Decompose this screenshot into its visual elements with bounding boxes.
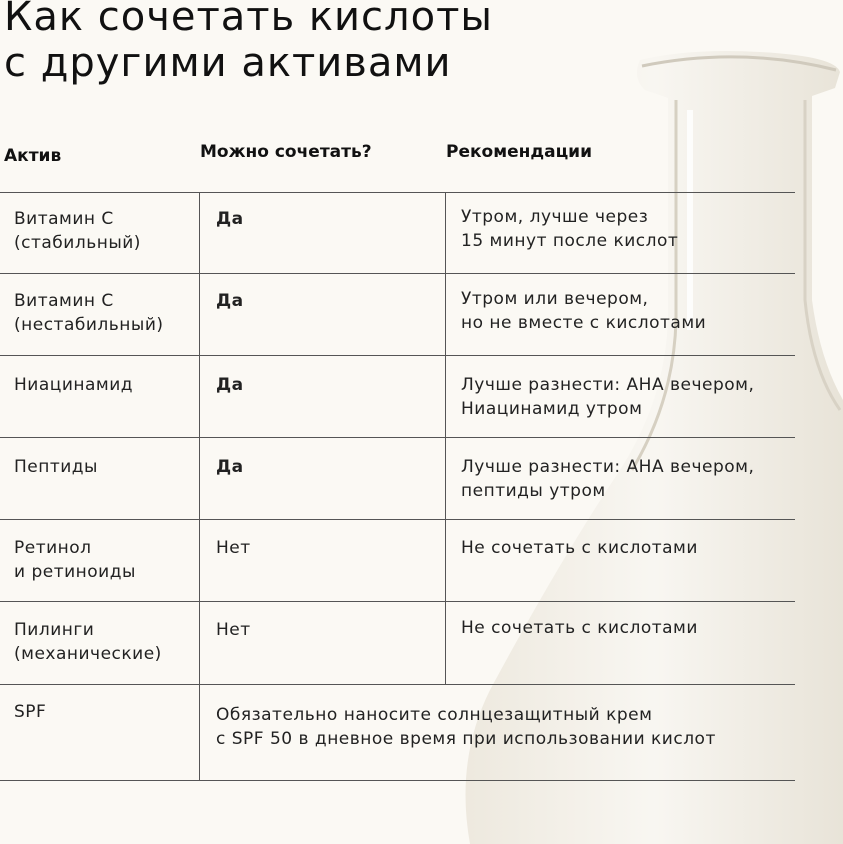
cell-rec-1: Утром, лучше через 15 минут после кислот — [461, 207, 679, 251]
row-divider — [0, 273, 795, 274]
row-divider — [0, 684, 795, 685]
cell-active-7: SPF — [14, 702, 47, 722]
title-line-2: с другими активами — [4, 40, 452, 86]
column-divider — [445, 192, 446, 684]
cell-active-4: Пептиды — [14, 457, 98, 477]
row-divider — [0, 355, 795, 356]
title-line-1: Как сочетать кислоты — [4, 0, 493, 40]
row-divider — [0, 519, 795, 520]
cell-active-1: Витамин С (стабильный) — [14, 209, 141, 253]
cell-active-6: Пилинги (механические) — [14, 620, 162, 664]
cell-active-2: Витамин С (нестабильный) — [14, 291, 164, 335]
cell-active-3: Ниацинамид — [14, 375, 134, 395]
cell-rec-5: Не сочетать с кислотами — [461, 538, 698, 558]
cell-rec-6: Не сочетать с кислотами — [461, 618, 698, 638]
cell-combine-4: Да — [216, 457, 244, 477]
cell-combine-5: Нет — [216, 538, 251, 558]
cell-rec-4: Лучше разнести: АНА вечером, пептиды утром — [461, 457, 755, 501]
row-divider — [0, 780, 795, 781]
row-divider — [0, 437, 795, 438]
cell-active-5: Ретинол и ретиноиды — [14, 538, 136, 582]
cell-note-7: Обязательно наносите солнцезащитный крем с SPF 50 в дневное время при использовании кислот — [216, 705, 716, 749]
cell-combine-3: Да — [216, 375, 244, 395]
cell-rec-3: Лучше разнести: АНА вечером, Ниацинамид утром — [461, 375, 755, 419]
cell-combine-2: Да — [216, 291, 244, 311]
row-divider — [0, 601, 795, 602]
column-divider — [199, 192, 200, 780]
row-divider — [0, 192, 795, 193]
cell-combine-6: Нет — [216, 620, 251, 640]
header-can-combine: Можно сочетать? — [200, 142, 372, 162]
cell-rec-2: Утром или вечером, но не вместе с кислотами — [461, 289, 707, 333]
cell-combine-1: Да — [216, 209, 244, 229]
header-recommendations: Рекомендации — [446, 142, 593, 162]
header-active: Актив — [4, 146, 62, 166]
